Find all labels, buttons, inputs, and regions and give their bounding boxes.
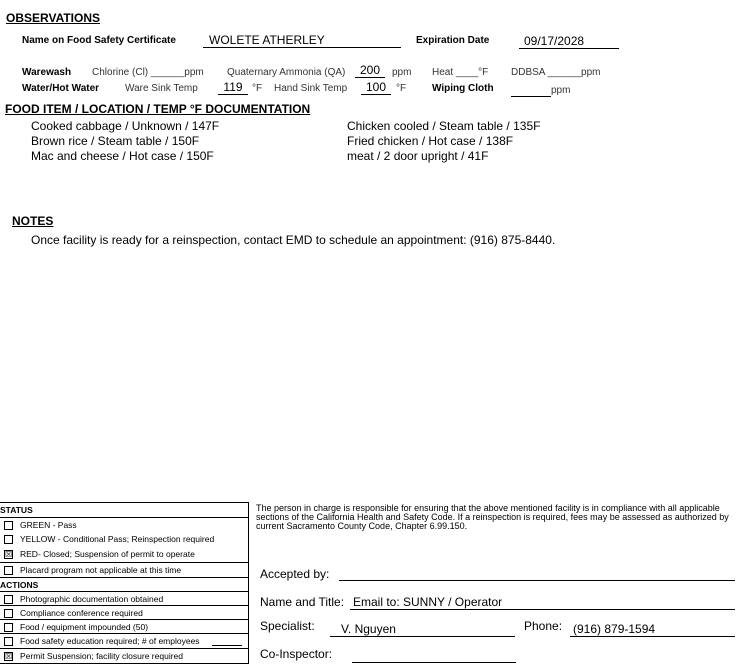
action-item[interactable]: ☒ Permit Suspension; facility closure required bbox=[0, 648, 248, 663]
action-item[interactable]: Food safety education required; # of employees bbox=[0, 633, 248, 648]
action-item[interactable]: Photographic documentation obtained bbox=[0, 591, 248, 606]
co-inspector-field[interactable] bbox=[352, 662, 516, 663]
heat-label: Heat ____°F bbox=[432, 67, 489, 78]
ware-sink-value-field[interactable]: 119 bbox=[218, 80, 248, 95]
checkbox[interactable] bbox=[4, 521, 13, 530]
checkbox[interactable] bbox=[4, 623, 13, 632]
employee-count-field[interactable] bbox=[212, 645, 242, 646]
list-item: Mac and cheese / Hot case / 150F bbox=[31, 149, 214, 163]
name-title-field[interactable]: Email to: SUNNY / Operator bbox=[350, 595, 735, 610]
expiration-date-field[interactable]: 09/17/2028 bbox=[519, 34, 619, 49]
ddbsa-label: DDBSA ______ppm bbox=[511, 67, 601, 78]
status-item[interactable]: ☒ RED- Closed; Suspension of permit to operate bbox=[5, 549, 195, 559]
list-item: Cooked cabbage / Unknown / 147F bbox=[31, 119, 220, 133]
food-list-left bbox=[31, 119, 219, 164]
action-item[interactable]: Food / equipment impounded (50) bbox=[0, 619, 248, 634]
accepted-by-label: Accepted by: bbox=[260, 567, 330, 581]
food-heading: FOOD ITEM / LOCATION / TEMP °F DOCUMENTATION bbox=[5, 102, 311, 116]
hand-sink-unit: °F bbox=[396, 83, 407, 94]
checkbox-checked[interactable]: ☒ bbox=[5, 550, 13, 559]
notes-heading: NOTES bbox=[12, 214, 54, 228]
list-item: Fried chicken / Hot case / 138F bbox=[347, 134, 514, 148]
accepted-by-field[interactable] bbox=[339, 580, 735, 581]
certificate-name-label: Name on Food Safety Certificate bbox=[22, 35, 176, 46]
chlorine-label: Chlorine (Cl) ______ppm bbox=[92, 67, 204, 78]
phone-label: Phone: bbox=[524, 619, 563, 633]
checkbox[interactable] bbox=[4, 609, 13, 618]
certificate-name-field[interactable]: WOLETE ATHERLEY bbox=[203, 33, 401, 48]
actions-heading-row bbox=[0, 577, 248, 592]
checkbox[interactable] bbox=[4, 637, 13, 646]
list-item: Brown rice / Steam table / 150F bbox=[31, 134, 200, 148]
phone-field[interactable]: (916) 879-1594 bbox=[570, 622, 735, 637]
ware-sink-unit: °F bbox=[252, 83, 263, 94]
status-actions-table bbox=[0, 502, 249, 664]
list-item: meat / 2 door upright / 41F bbox=[347, 149, 489, 163]
list-item: Chicken cooled / Steam table / 135F bbox=[347, 119, 541, 133]
specialist-field[interactable]: V. Nguyen bbox=[330, 622, 515, 637]
status-item[interactable]: Placard program not applicable at this time bbox=[0, 562, 248, 578]
warewash-label: Warewash bbox=[22, 67, 72, 78]
checkbox[interactable] bbox=[4, 535, 13, 544]
qa-unit: ppm bbox=[392, 67, 412, 78]
specialist-label: Specialist: bbox=[260, 619, 315, 633]
water-label: Water/Hot Water bbox=[22, 83, 100, 94]
actions-heading: ACTIONS bbox=[0, 580, 39, 590]
status-heading: STATUS bbox=[0, 505, 33, 515]
notes-text: Once facility is ready for a reinspection, contact EMD to schedule an appointment: (916) 875-8440. bbox=[31, 233, 556, 247]
name-title-label: Name and Title: bbox=[260, 595, 345, 609]
status-item[interactable]: GREEN - Pass bbox=[0, 517, 248, 533]
expiration-date-label: Expiration Date bbox=[416, 35, 490, 46]
hand-sink-value-field[interactable]: 100 bbox=[361, 80, 391, 95]
food-list-right bbox=[347, 119, 540, 164]
wiping-cloth-unit: ppm bbox=[551, 85, 571, 96]
status-item[interactable]: YELLOW - Conditional Pass; Reinspection required bbox=[0, 532, 248, 547]
compliance-notice: The person in charge is responsible for ensuring that the above mentioned facility is in compliance with all applicable sections of the California Health and Safety Code. If a reinspection is required, fees may be assessed as authorized by current Sacramento County Code, Chapter 6.99.150. bbox=[256, 503, 729, 531]
ware-sink-label: Ware Sink Temp bbox=[125, 83, 198, 94]
checkbox-checked[interactable]: ☒ bbox=[5, 652, 13, 661]
co-inspector-label: Co-Inspector: bbox=[260, 647, 333, 661]
wiping-cloth-label: Wiping Cloth bbox=[432, 83, 494, 94]
checkbox[interactable] bbox=[4, 595, 13, 604]
qa-value-field[interactable]: 200 bbox=[355, 63, 385, 78]
checkbox[interactable] bbox=[4, 566, 13, 575]
hand-sink-label: Hand Sink Temp bbox=[274, 83, 348, 94]
wiping-cloth-field[interactable] bbox=[511, 96, 551, 97]
qa-label: Quaternary Ammonia (QA) bbox=[227, 67, 346, 78]
action-item[interactable]: Compliance conference required bbox=[0, 605, 248, 620]
observations-heading: OBSERVATIONS bbox=[6, 11, 101, 25]
